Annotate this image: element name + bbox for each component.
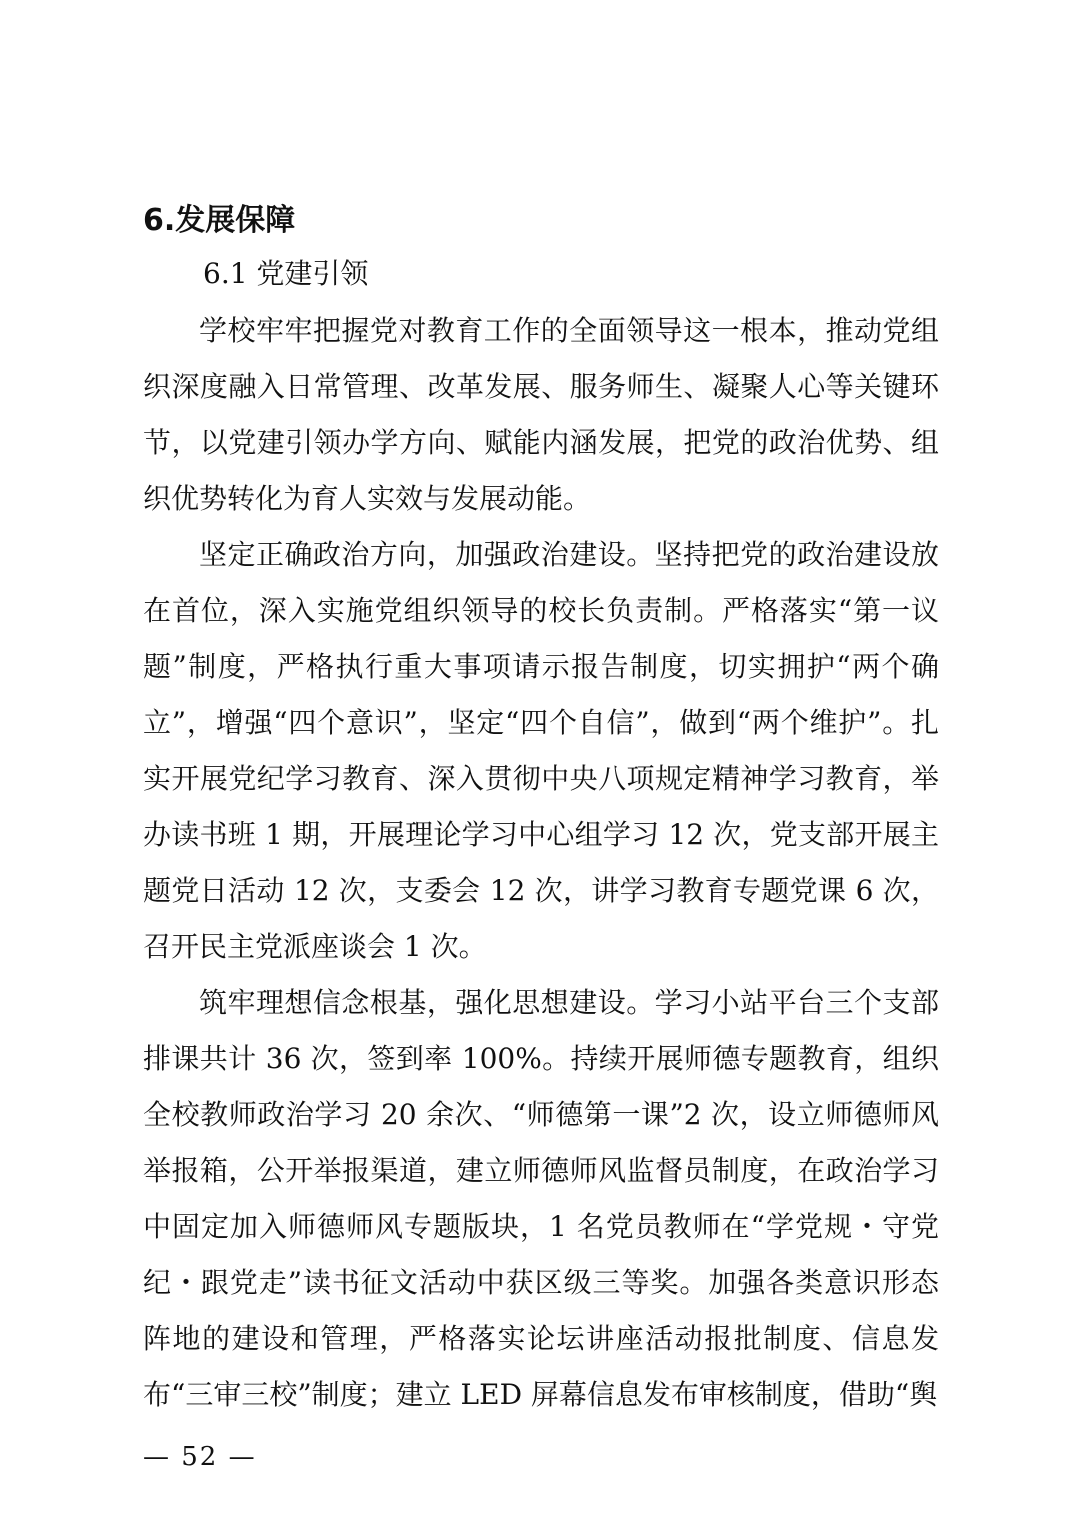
paragraph-political-building: 坚定正确政治方向，加强政治建设。坚持把党的政治建设放在首位，深入实施党组织领导的校长负责制。严格落实“第一议题”制度，严格执行重大事项请示报告制度，切实拥护“两个确立”，增强“四个意识”，坚定“四个自信”，做到“两个维护”。扎实开展党纪学习教育、深入贯彻中央八项规定精神学习教育，举办读书班 1 期，开展理论学习中心组学习 12 次，党支部开展主题党日活动 12 次，支委会 12 次，讲学习教育专题党课 6 次，召开民主党派座谈会 1 次。 [143, 538, 939, 963]
subsection-title: 6.1 党建引领 [203, 257, 369, 290]
paragraph-ideological-building: 筑牢理想信念根基，强化思想建设。学习小站平台三个支部排课共计 36 次，签到率 100%。持续开展师德专题教育，组织全校教师政治学习 20 余次、“师德第一课”2 次，设立师德师风举报箱，公开举报渠道，建立师德师风监督员制度，在政治学习中固定加入师德师风专题版块，1 名党员教师在“学党规・守党纪・跟党走”读书征文活动中获区级三等奖。加强各类意识形态阵地的建设和管理，严格落实论坛讲座活动报批制度、信息发布“三审三校”制度；建立 LED 屏幕信息发布审核制度，借助“舆 [143, 986, 939, 1411]
paragraph-party-leadership: 学校牢牢把握党对教育工作的全面领导这一根本，推动党组织深度融入日常管理、改革发展、服务师生、凝聚人心等关键环节，以党建引领办学方向、赋能内涵发展，把党的政治优势、组织优势转化为育人实效与发展动能。 [143, 314, 939, 515]
body-text [143, 303, 939, 1423]
section-title: 6.发展保障 [143, 203, 296, 238]
page-number: — 52 — [143, 1442, 257, 1472]
